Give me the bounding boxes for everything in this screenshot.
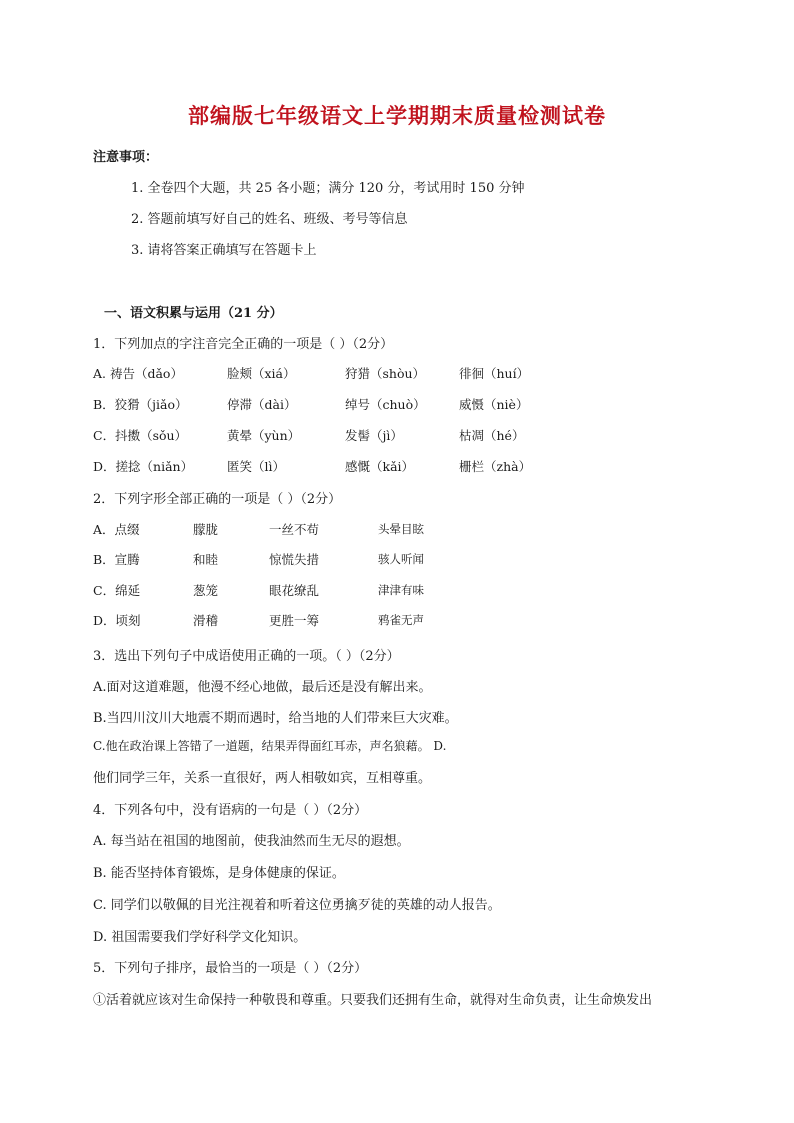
q2-option-cell: 骇人听闻: [378, 552, 424, 566]
q1-option-cell: 栅栏（zhà）: [459, 459, 532, 474]
q2-option-cell: C．绵延: [93, 583, 141, 598]
question-5-stem: 5．下列句子排序，最恰当的一项是（ ）（2分）: [93, 961, 368, 976]
q4-option-d: D. 祖国需要我们学好科学文化知识。: [93, 930, 307, 945]
q4-option-c: C. 同学们以敬佩的目光注视着和听着这位勇擒歹徒的英雄的动人报告。: [93, 898, 501, 913]
q1-option-cell: 感慨（kǎi）: [345, 459, 415, 474]
q4-option-b: B. 能否坚持体育锻炼，是身体健康的保证。: [93, 866, 345, 881]
section-heading: 一、语文积累与运用（21 分）: [104, 306, 283, 321]
question-4-stem: 4．下列各句中，没有语病的一句是（ ）（2分）: [93, 803, 368, 818]
q2-option-cell: B．宣腾: [93, 552, 140, 567]
q1-option-cell: 匿笑（lì）: [227, 459, 285, 474]
q4-option-a: A. 每当站在祖国的地图前，使我油然而生无尽的遐想。: [93, 834, 410, 849]
q1-option-cell: C．抖擞（sǒu）: [93, 428, 188, 443]
q1-option-cell: D．搓捻（niǎn）: [93, 459, 194, 474]
q2-option-cell: 一丝不苟: [269, 522, 320, 537]
q2-option-cell: 鸦雀无声: [378, 613, 424, 627]
question-1-stem: 1．下列加点的字注音完全正确的一项是（ ）（2分）: [93, 337, 394, 352]
q3-option-a: A.面对这道难题，他漫不经心地做，最后还是没有解出来。: [93, 680, 432, 695]
notice-item-1: 1. 全卷四个大题，共 25 各小题；满分 120 分，考试用时 150 分钟: [131, 181, 525, 196]
q1-option-cell: 狩猎（shòu）: [345, 366, 426, 381]
q2-option-cell: D．顷刻: [93, 613, 141, 628]
q2-option-cell: 更胜一筹: [269, 613, 320, 628]
q2-option-cell: 和睦: [193, 552, 219, 567]
q5-sentence-1: ①活着就应该对生命保持一种敬畏和尊重。只要我们还拥有生命，就得对生命负责，让生命焕发出: [93, 993, 653, 1008]
q1-option-cell: 徘徊（huí）: [459, 366, 530, 381]
q2-option-cell: 头晕目眩: [378, 522, 424, 536]
q2-option-cell: 滑稽: [193, 613, 219, 628]
q2-option-cell: 葱笼: [193, 583, 219, 598]
q3-option-b: B.当四川汶川大地震不期而遇时，给当地的人们带来巨大灾难。: [93, 711, 458, 726]
q1-option-cell: 发髻（jì）: [345, 428, 403, 443]
q1-option-cell: 停滞（dài）: [227, 397, 297, 412]
q2-option-cell: 津津有味: [378, 583, 424, 597]
page-title: 部编版七年级语文上学期期末质量检测试卷: [188, 103, 606, 128]
notice-heading: 注意事项：: [93, 150, 159, 165]
q1-option-cell: B．狡猾（jiǎo）: [93, 397, 188, 412]
q3-option-d: 他们同学三年，关系一直很好，两人相敬如宾，互相尊重。: [93, 771, 432, 786]
q1-option-cell: A. 祷告（dǎo）: [93, 366, 183, 381]
notice-item-3: 3. 请将答案正确填写在答题卡上: [131, 243, 317, 258]
q2-option-cell: 惊慌失措: [269, 552, 320, 567]
q2-option-cell: 朦胧: [193, 522, 219, 537]
question-2-stem: 2．下列字形全部正确的一项是（ ）（2分）: [93, 492, 342, 507]
notice-item-2: 2. 答题前填写好自己的姓名、班级、考号等信息: [131, 212, 408, 227]
question-3-stem: 3．选出下列句子中成语使用正确的一项。（ ）（2分）: [93, 649, 400, 664]
q3-option-c: C.他在政治课上答错了一道题，结果弄得面红耳赤，声名狼藉。 D.: [93, 739, 447, 753]
q1-option-cell: 脸颊（xiá）: [227, 366, 296, 381]
q1-option-cell: 枯凋（hé）: [459, 428, 525, 443]
q1-option-cell: 威慑（niè）: [459, 397, 529, 412]
q2-option-cell: 眼花缭乱: [269, 583, 320, 598]
q2-option-cell: A．点缀: [93, 522, 140, 537]
q1-option-cell: 绰号（chuò）: [345, 397, 426, 412]
q1-option-cell: 黄晕（yùn）: [227, 428, 301, 443]
